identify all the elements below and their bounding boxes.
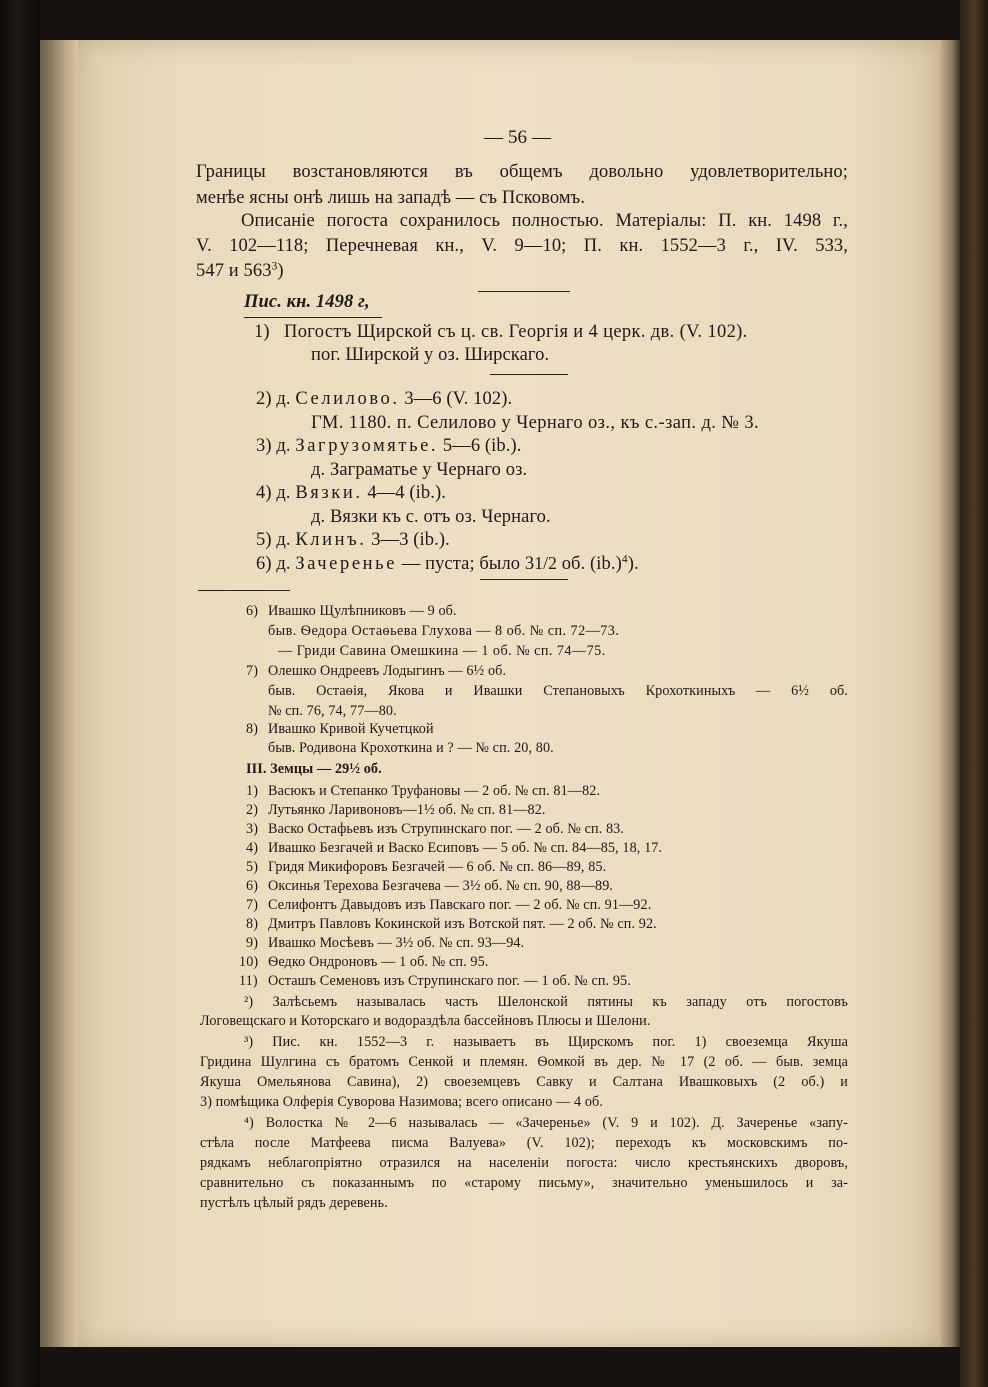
entry-6-end: ). [627,554,639,574]
entry-3-number: 3) [256,436,272,456]
list-a-item: быв. Родивона Крохоткина и ? — № сп. 20, 80. [268,740,554,756]
entry-4-number: 4) [256,483,272,503]
list-b-number: 6) [246,878,259,894]
entry-2-prefix: д. [276,389,291,409]
page-number: — 56 — [484,127,552,148]
section-title: III. Земцы — 29½ об. [246,761,382,777]
entry-2 [256,389,512,410]
entry-6-fraction: 1/2 [534,553,557,573]
list-b-number: 8) [246,916,259,932]
footnote-2-line-2: Логовещскаго и Которскаго и водораздѣла бассейновъ Плюсы и Шелони. [200,1013,651,1029]
footnote-4-line-1: ⁴) Волостка № 2—6 называлась — «Зачеренье» (V. 9 и 102). Д. Зачеренье «запу- [244,1115,848,1131]
list-b-number: 5) [246,859,259,875]
entry-6-prefix: д. [276,554,291,574]
page-gutter [40,40,78,1347]
list-b-item: Ивашко Безгачей и Васко Есиповъ — 5 об. № сп. 84—85, 18, 17. [268,840,663,856]
entry-1-line-2: пог. Ширской у оз. Ширскаго. [311,345,550,365]
entry-6 [256,553,639,575]
entry-5-prefix: д. [276,530,291,550]
footnote-4-line-3: рядкамъ неблагопріятно отразился на населеніи погоста: число крестьянскихъ дворовъ, [200,1155,848,1171]
entry-1-number: 1) [254,322,270,342]
footnote-3-line-1: ³) Пис. кн. 1552—3 г. называетъ въ Щирскомъ пог. 1) своеземца Якуша [244,1034,848,1050]
book-spine [0,0,40,1387]
list-a-item: быв. Остаѳія, Якова и Ивашки Степановыхъ Крохоткиныхъ — 6½ об. [268,683,848,699]
list-b-number: 3) [246,821,259,837]
separator-rule [490,374,568,375]
list-b-item: Ивашко Мосѣевъ — 3½ об. № сп. 93—94. [268,935,525,951]
list-b-number: 10) [239,954,259,970]
list-a-item: Ивашко Кривой Кучетцкой [268,721,434,737]
footnote-ref-3: 3 [271,260,278,273]
footnote-3-line-3: Якуша Омельянова Савина), 2) своеземцевъ Савку и Салтана Ивашковыхъ (2 об.) и [200,1074,848,1090]
intro-line-3: Описаніе погоста сохранилось полностью. Матеріалы: П. кн. 1498 г., [241,211,848,231]
entry-4-prefix: д. [276,483,291,503]
entry-4-rest: 4—4 (ib.). [362,483,446,503]
book-cover-edge [960,0,988,1387]
entry-3-line-2: д. Заграматье у Чернаго оз. [311,460,528,480]
list-b-item: Гридя Микифоровъ Безгачей — 6 об. № сп. 86—89, 85. [268,859,607,875]
entry-6-number: 6) [256,554,272,574]
footnote-4-line-5: пустѣлъ цѣлый рядъ деревень. [200,1195,388,1211]
page-edge [940,40,960,1347]
entry-6-rest2: об. (ib.) [556,554,622,574]
list-b-item: Селифонтъ Давыдовъ изъ Павскаго пог. — 2 об. № сп. 91—92. [268,897,652,913]
list-b-number: 4) [246,840,259,856]
entry-3-prefix: д. [276,436,291,456]
footnote-3-line-4: 3) помѣщика Олферія Суворова Назимова; всего описано — 4 об. [200,1094,603,1110]
list-b-number: 11) [239,973,258,989]
entry-2-number: 2) [256,389,272,409]
entry-3-rest: 5—6 (ib.). [438,436,522,456]
list-b-number: 9) [246,935,259,951]
list-a-item: Ивашко Щулѣпниковъ — 9 об. [268,603,457,619]
list-b-number: 7) [246,897,259,913]
intro-line-5-end: ) [277,261,284,281]
list-b-number: 1) [246,783,259,799]
entry-6-name: Зачеренье [295,554,398,574]
list-a-item: Олешко Ондреевъ Лодыгинъ — 6½ об. [268,663,507,679]
footnote-4-line-4: сравнительно съ показаннымъ по «старому письму», значительно уменьшилось и за- [200,1175,848,1191]
entry-6-underline [480,579,568,580]
entry-4-name: Вязки. [295,483,363,503]
list-a-number: 7) [246,663,259,679]
intro-line-2: менѣе ясны онѣ лишь на западѣ — съ Псковомъ. [196,188,586,208]
entry-6-rest: — пуста; было 3 [397,554,535,574]
intro-line-4: V. 102—118; Перечневая кн., V. 9—10; П. кн. 1552—3 г., IV. 533, [196,236,848,256]
entry-2-name: Селилово. [295,389,400,409]
list-b-item: Лутьянко Ларивоновъ—1½ об. № сп. 81—82. [268,802,546,818]
list-a-item: № сп. 76, 74, 77—80. [268,703,397,719]
list-b-item: Оксинья Терехова Безгачева — 3½ об. № сп. 90, 88—89. [268,878,614,894]
footnote-separator [198,590,290,591]
entry-5-name: Клинъ. [295,530,367,550]
list-b-item: Васюкъ и Степанко Труфановы — 2 об. № сп. 81—82. [268,783,601,799]
list-a-item: — Гриди Савина Омешкина — 1 об. № сп. 74—75. [278,643,606,659]
list-a-number: 6) [246,603,259,619]
intro-line-5-text: 547 и 563 [196,261,272,281]
entry-5-number: 5) [256,530,272,550]
list-b-item: Осташъ Семеновъ изъ Струпинскаго пог. — 1 об. № сп. 95. [268,973,631,989]
heading-rule-right [478,291,570,292]
list-b-item: Дмитръ Павловъ Кокинской изъ Вотской пят. — 2 об. № сп. 92. [268,916,657,932]
entry-1-line-1: Погостъ Щирской съ ц. св. Георгія и 4 церк. дв. (V. 102). [284,322,748,342]
footnote-ref-4: 4 [621,553,628,566]
list-a-number: 8) [246,721,259,737]
list-a-item: быв. Ѳедора Остаѳьева Глухова — 8 об. № сп. 72—73. [268,623,620,639]
entry-3-name: Загрузомятье. [295,436,439,456]
intro-line-5 [196,261,284,282]
entry-2-line-2: ГМ. 1180. п. Селилово у Чернаго оз., къ с.-зап. д. № 3. [311,413,760,433]
footnote-4-line-2: стѣла после Матфеева писма Валуева» (V. 102); переходъ къ московскимъ по- [200,1135,848,1151]
intro-line-1: Границы возстановляются въ общемъ довольно удовлетворительно; [196,162,848,182]
list-b-item: Васко Остафьевъ изъ Струпинскаго пог. — 2 об. № сп. 83. [268,821,624,837]
section-heading: Пис. кн. 1498 г, [244,292,370,312]
entry-5-rest: 3—3 (ib.). [366,530,450,550]
entry-2-rest: 3—6 (V. 102). [399,389,513,409]
heading-underline [244,317,382,318]
entry-3 [256,436,521,457]
list-b-number: 2) [246,802,259,818]
entry-4 [256,483,446,504]
entry-4-line-2: д. Вязки къ с. отъ оз. Чернаго. [311,507,551,527]
footnote-3-line-2: Гридина Шулгина съ братомъ Сенкой и племян. Ѳомкой въ дер. № 17 (2 об. — быв. земца [200,1054,848,1070]
list-b-item: Ѳедко Ондроновъ — 1 об. № сп. 95. [268,954,489,970]
entry-5 [256,530,450,551]
footnote-2-line-1: ²) Залѣсьемъ называлась часть Шелонской пятины къ западу отъ погостовъ [244,994,848,1010]
